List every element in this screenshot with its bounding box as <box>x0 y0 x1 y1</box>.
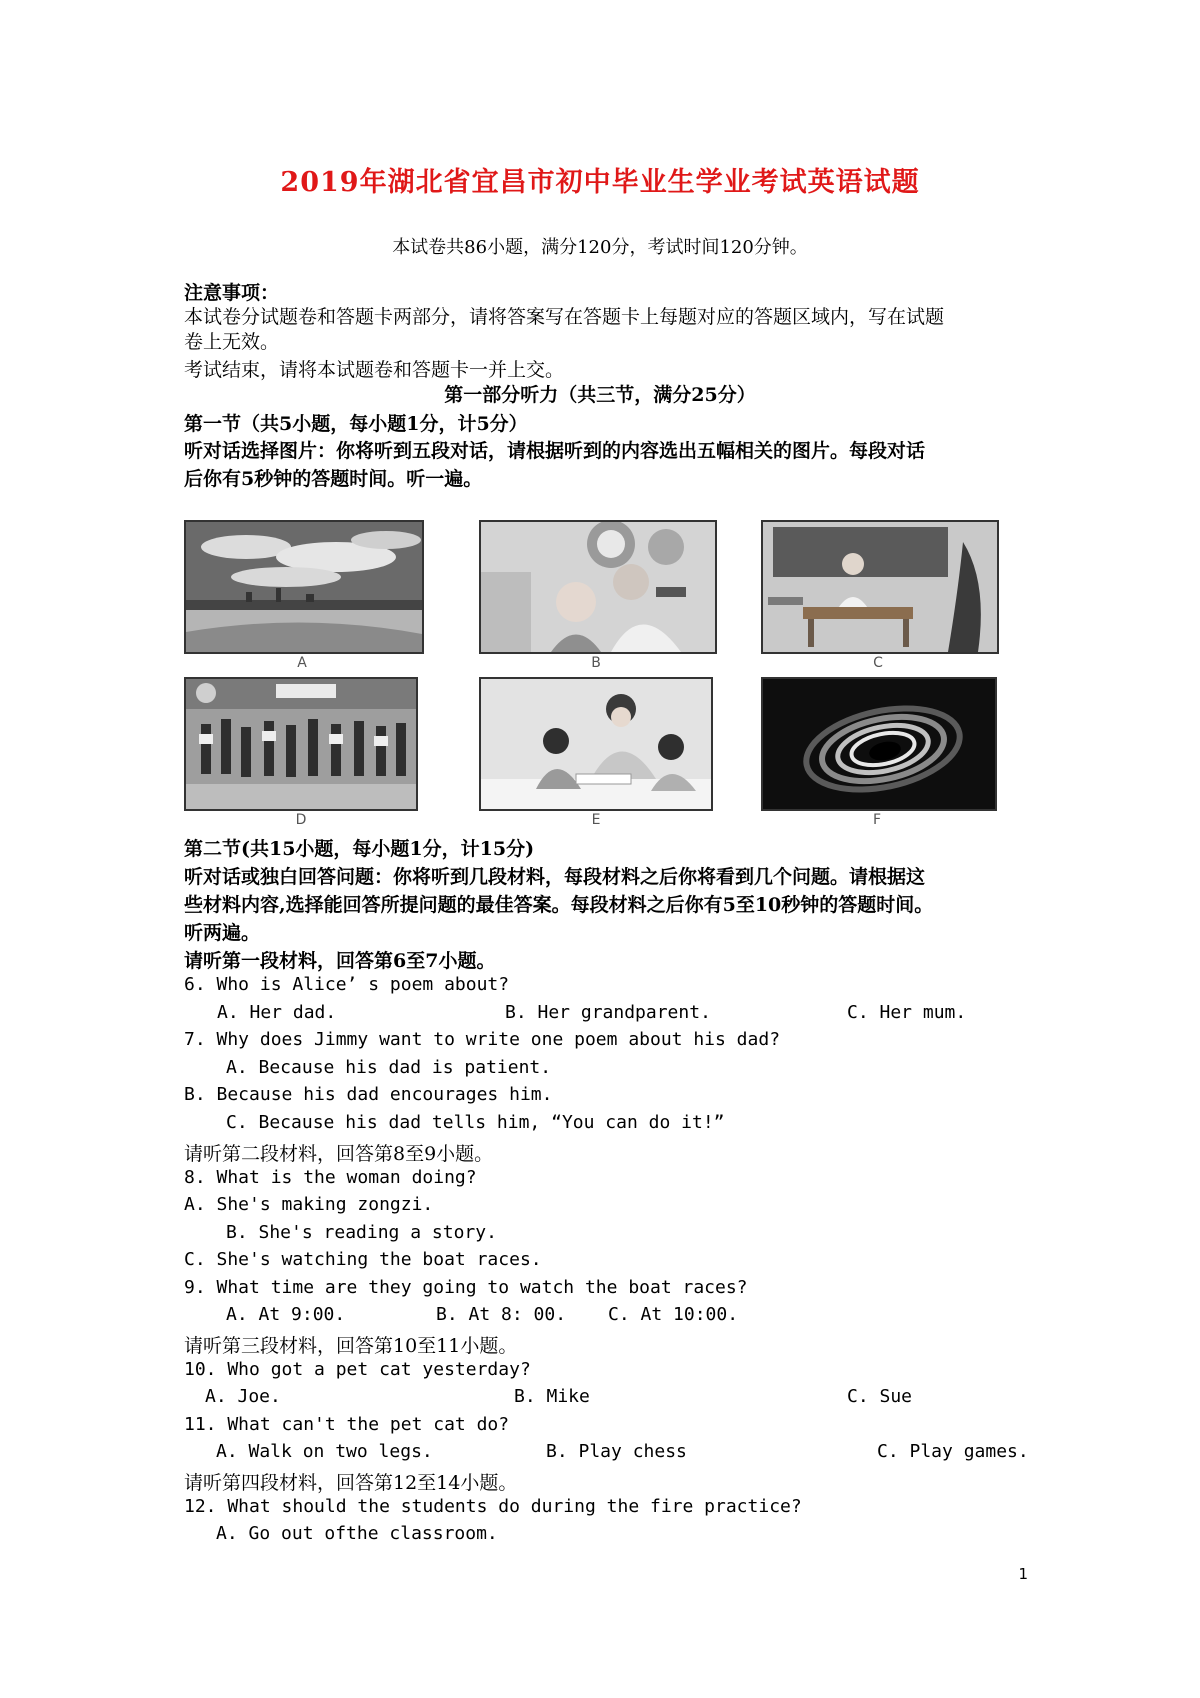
picture-label-c: C <box>873 655 883 671</box>
question-9-option-a: A. At 9:00. <box>226 1304 346 1325</box>
question-11: 11. What can't the pet cat do? <box>184 1414 510 1435</box>
section1-heading: 第一节（共5小题，每小题1分，计5分） <box>184 413 528 435</box>
question-10-option-b: B. Mike <box>514 1386 590 1407</box>
picture-label-a: A <box>297 655 307 671</box>
notes-line-2: 卷上无效。 <box>184 331 280 353</box>
question-8-option-a: A. She's making zongzi. <box>184 1194 434 1215</box>
picture-f-black-hole <box>761 677 997 811</box>
question-7: 7. Why does Jimmy want to write one poem about his dad? <box>184 1029 781 1050</box>
question-6-option-b: B. Her grandparent. <box>505 1002 711 1023</box>
question-8-option-c: C. She's watching the boat races. <box>184 1249 542 1270</box>
question-12-option-a: A. Go out ofthe classroom. <box>216 1523 498 1544</box>
picture-c-teacher-desk <box>761 520 999 654</box>
question-7-option-c: C. Because his dad tells him, “You can do it!” <box>226 1112 725 1133</box>
picture-e-reading-with-children <box>479 677 713 811</box>
material-2-heading: 请听第二段材料，回答第8至9小题。 <box>184 1143 494 1165</box>
picture-label-d: D <box>295 812 307 828</box>
page-number: 1 <box>1018 1565 1028 1583</box>
material-4-heading: 请听第四段材料，回答第12至14小题。 <box>184 1472 518 1494</box>
exam-subtitle: 本试卷共86小题，满分120分，考试时间120分钟。 <box>392 237 808 258</box>
picture-label-f: F <box>872 812 882 828</box>
question-11-option-c: C. Play games. <box>877 1441 1029 1462</box>
material-1-heading: 请听第一段材料，回答第6至7小题。 <box>184 950 496 972</box>
notes-heading: 注意事项： <box>184 282 280 304</box>
section2-heading: 第二节(共15小题，每小题1分，计15分) <box>184 838 535 860</box>
page-title: 2019年湖北省宜昌市初中毕业生学业考试英语试题 <box>280 167 920 198</box>
question-10-option-a: A. Joe. <box>205 1386 281 1407</box>
question-7-option-a: A. Because his dad is patient. <box>226 1057 552 1078</box>
question-7-option-b: B. Because his dad encourages him. <box>184 1084 553 1105</box>
question-10: 10. Who got a pet cat yesterday? <box>184 1359 531 1380</box>
section2-instruction-1: 听对话或独白回答问题：你将听到几段材料，每段材料之后你将看到几个问题。请根据这 <box>184 866 926 888</box>
section2-instruction-3: 听两遍。 <box>184 922 261 944</box>
section1-instruction-1: 听对话选择图片：你将听到五段对话，请根据听到的内容选出五幅相关的图片。每段对话 <box>184 440 926 462</box>
material-3-heading: 请听第三段材料，回答第10至11小题。 <box>184 1335 518 1357</box>
question-6-option-a: A. Her dad. <box>217 1002 337 1023</box>
section2-instruction-2: 些材料内容,选择能回答所提问题的最佳答案。每段材料之后你有5至10秒钟的答题时间。 <box>184 894 934 916</box>
question-8-option-b: B. She's reading a story. <box>226 1222 497 1243</box>
question-12: 12. What should the students do during the fire practice? <box>184 1496 802 1517</box>
picture-label-b: B <box>591 655 601 671</box>
picture-label-e: E <box>591 812 601 828</box>
section1-instruction-2: 后你有5秒钟的答题时间。听一遍。 <box>184 468 483 490</box>
question-9-option-c: C. At 10:00. <box>608 1304 739 1325</box>
question-8: 8. What is the woman doing? <box>184 1167 477 1188</box>
question-9: 9. What time are they going to watch the boat races? <box>184 1277 748 1298</box>
question-10-option-c: C. Sue <box>847 1386 913 1407</box>
picture-b-dentist <box>479 520 717 654</box>
part1-heading: 第一部分听力（共三节，满分25分） <box>444 384 756 406</box>
notes-line-3: 考试结束，请将本试题卷和答题卡一并上交。 <box>184 359 565 381</box>
picture-d-marathon-runners <box>184 677 418 811</box>
question-6: 6. Who is Alice’ s poem about? <box>184 974 510 995</box>
question-6-option-c: C. Her mum. <box>847 1002 967 1023</box>
question-11-option-a: A. Walk on two legs. <box>216 1441 433 1462</box>
question-11-option-b: B. Play chess <box>546 1441 687 1462</box>
question-9-option-b: B. At 8: 00. <box>436 1304 567 1325</box>
picture-a-city-skyline <box>184 520 424 654</box>
notes-line-1: 本试卷分试题卷和答题卡两部分，请将答案写在答题卡上每题对应的答题区域内，写在试题 <box>184 306 945 328</box>
